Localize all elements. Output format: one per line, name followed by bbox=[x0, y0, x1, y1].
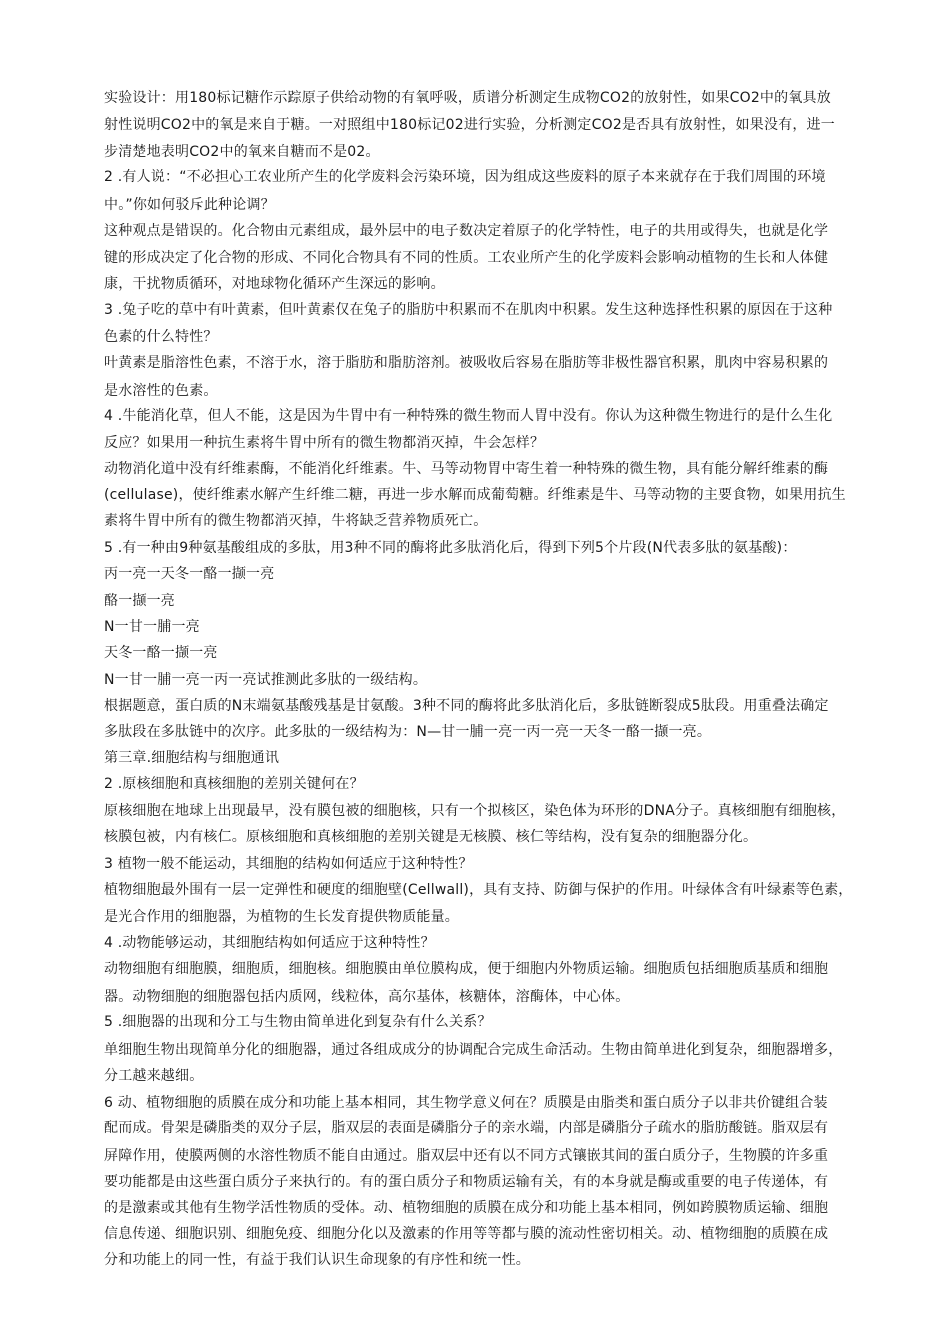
text-line: 键的形成决定了化合物的形成、不同化合物具有不同的性质。工农业所产生的化学废料会影响动植物的生长和人体健 bbox=[104, 250, 829, 266]
text-line: 3 植物一般不能运动，其细胞的结构如何适应于这种特性？ bbox=[104, 856, 473, 872]
text-line: 核膜包被，内有核仁。原核细胞和真核细胞的差别关键是无核膜、核仁等结构，没有复杂的细胞器分化。 bbox=[104, 829, 758, 845]
text-line: 动物消化道中没有纤维素酶，不能消化纤维素。牛、马等动物胃中寄生着一种特殊的微生物，具有能分解纤维素的酶 bbox=[104, 461, 829, 477]
text-line: 4 .牛能消化草，但人不能，这是因为牛胃中有一种特殊的微生物而人胃中没有。你认为这种微生物进行的是什么生化 bbox=[104, 408, 833, 424]
text-line: 酪一撷一亮 bbox=[104, 593, 175, 609]
text-line: 4 .动物能够运动，其细胞结构如何适应于这种特性？ bbox=[104, 935, 435, 951]
text-line: 配而成。骨架是磷脂类的双分子层，脂双层的表面是磷脂分子的亲水端，内部是磷脂分子疏水的脂肪酸链。脂双层有 bbox=[104, 1120, 829, 1136]
text-line: 信息传递、细胞识别、细胞免疫、细胞分化以及激素的作用等等都与膜的流动性密切相关。动、植物细胞的质膜在成 bbox=[104, 1226, 829, 1242]
text-line: 的是激素或其他有生物学活性物质的受体。动、植物细胞的质膜在成分和功能上基本相同，例如跨膜物质运输、细胞 bbox=[104, 1200, 829, 1216]
text-line: 是光合作用的细胞器，为植物的生长发育提供物质能量。 bbox=[104, 909, 459, 925]
text-line: 2 .原核细胞和真核细胞的差别关键何在？ bbox=[104, 776, 364, 792]
text-line: 植物细胞最外围有一层一定弹性和硬度的细胞壁(Cellwall)，具有支持、防御与保护的作用。叶绿体含有叶绿素等色素， bbox=[104, 882, 853, 898]
text-line: 步清楚地表明CO2中的氧来自糖而不是02。 bbox=[104, 144, 380, 160]
text-line: (cellulase)，使纤维素水解产生纤维二糖，再进一步水解而成葡萄糖。纤维素是牛、马等动物的主要食物，如果用抗生 bbox=[104, 487, 846, 503]
text-line: 中。”你如何驳斥此种论调？ bbox=[104, 197, 275, 213]
text-line: 色素的什么特性？ bbox=[104, 329, 218, 345]
text-line: 反应？如果用一种抗生素将牛胃中所有的微生物都消灭掉，牛会怎样？ bbox=[104, 435, 545, 451]
text-line: 射性说明CO2中的氧是来自于糖。一对照组中180标记02进行实验，分析测定CO2是否具有放射性，如果没有，进一 bbox=[104, 117, 835, 133]
text-line: 多肽段在多肽链中的次序。此多肽的一级结构为：N—甘一脯一亮一丙一亮一天冬一酪一撷一亮。 bbox=[104, 724, 712, 740]
text-line: 根据题意，蛋白质的N末端氨基酸残基是甘氨酸。3种不同的酶将此多肽消化后，多肽链断裂成5肽段。用重叠法确定 bbox=[104, 698, 829, 714]
text-line: 要功能都是由这些蛋白质分子来执行的。有的蛋白质分子和物质运输有关，有的本身就是酶或重要的电子传递体，有 bbox=[104, 1174, 829, 1190]
text-line: 分和功能上的同一性，有益于我们认识生命现象的有序性和统一性。 bbox=[104, 1252, 530, 1268]
text-line: 丙一亮一天冬一酪一撷一亮 bbox=[104, 566, 275, 582]
text-line: 5 .细胞器的出现和分工与生物由简单进化到复杂有什么关系？ bbox=[104, 1014, 492, 1030]
text-line: 动物细胞有细胞膜，细胞质，细胞核。细胞膜由单位膜构成，便于细胞内外物质运输。细胞质包括细胞质基质和细胞 bbox=[104, 961, 829, 977]
text-line: 器。动物细胞的细胞器包括内质网，线粒体，高尔基体，核糖体，溶酶体，中心体。 bbox=[104, 989, 630, 1005]
text-line: 5 .有一种由9种氨基酸组成的多肽，用3种不同的酶将此多肽消化后，得到下列5个片段(N代表多肽的氨基酸)： bbox=[104, 540, 797, 556]
text-line: 这种观点是错误的。化合物由元素组成，最外层中的电子数决定着原子的化学特性，电子的共用或得失，也就是化学 bbox=[104, 223, 829, 239]
text-line: 屏障作用，使膜两侧的水溶性物质不能自由通过。脂双层中还有以不同方式镶嵌其间的蛋白质分子，生物膜的许多重 bbox=[104, 1148, 829, 1164]
text-line: 第三章.细胞结构与细胞通讯 bbox=[104, 750, 280, 766]
text-line: 单细胞生物出现简单分化的细胞器，通过各组成成分的协调配合完成生命活动。生物由简单进化到复杂，细胞器增多， bbox=[104, 1042, 843, 1058]
text-line: 素将牛胃中所有的微生物都消灭掉，牛将缺乏营养物质死亡。 bbox=[104, 513, 488, 529]
text-line: 6 动、植物细胞的质膜在成分和功能上基本相同，其生物学意义何在？质膜是由脂类和蛋白质分子以非共价键组合装 bbox=[104, 1095, 828, 1111]
text-line: 2 .有人说：“不必担心工农业所产生的化学废料会污染环境，因为组成这些废料的原子本来就存在于我们周围的环境 bbox=[104, 169, 826, 185]
text-line: N一甘一脯一亮 bbox=[104, 619, 200, 635]
text-line: 实验设计：用180标记糖作示踪原子供给动物的有氧呼吸，质谱分析测定生成物CO2的放射性，如果CO2中的氧具放 bbox=[104, 90, 831, 106]
text-line: 原核细胞在地球上出现最早，没有膜包被的细胞核，只有一个拟核区，染色体为环形的DNA分子。真核细胞有细胞核， bbox=[104, 803, 846, 819]
text-line: 分工越来越细。 bbox=[104, 1068, 204, 1084]
text-line: 3 .兔子吃的草中有叶黄素，但叶黄素仅在兔子的脂肪中积累而不在肌肉中积累。发生这种选择性积累的原因在于这种 bbox=[104, 302, 833, 318]
text-line: 天冬一酪一撷一亮 bbox=[104, 645, 218, 661]
text-line: 是水溶性的色素。 bbox=[104, 383, 218, 399]
text-line: 叶黄素是脂溶性色素，不溶于水，溶于脂肪和脂肪溶剂。被吸收后容易在脂肪等非极性器官积累，肌肉中容易积累的 bbox=[104, 355, 829, 371]
text-line: 康，干扰物质循环，对地球物化循环产生深远的影响。 bbox=[104, 276, 445, 292]
text-line: N一甘一脯一亮一丙一亮试推测此多肽的一级结构。 bbox=[104, 672, 428, 688]
